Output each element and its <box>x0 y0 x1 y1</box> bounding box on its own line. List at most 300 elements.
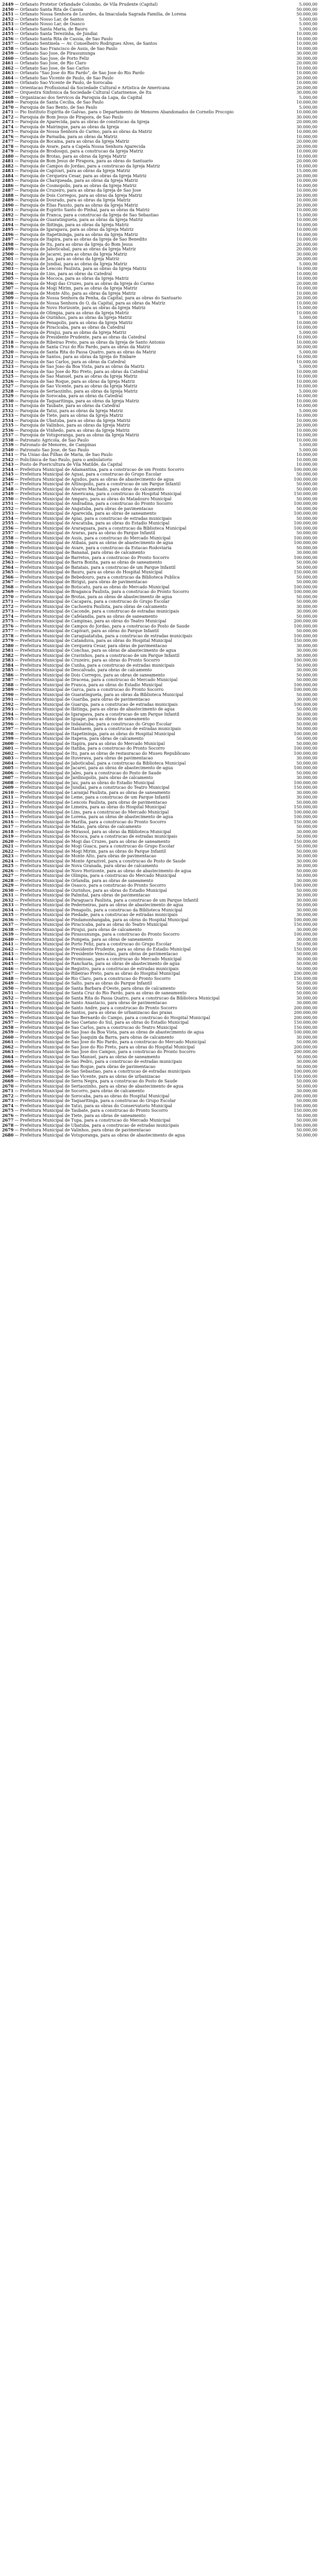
entry-description <box>2 692 278 698</box>
entry-number: 2464 <box>2 75 14 80</box>
budget-entry <box>2 482 317 487</box>
entry-amount: 20.000,00 <box>296 193 317 198</box>
entry-amount: 150.000,00 <box>294 638 317 643</box>
entry-text: — Prefeitura Municipal de Aguai, para a construcao do Grupo Escolar <box>14 472 161 477</box>
entry-description <box>2 585 278 590</box>
entry-number: 2595 <box>2 716 14 721</box>
entry-description <box>2 340 278 345</box>
entry-number: 2622 <box>2 848 14 854</box>
entry-number: 2511 <box>2 305 14 310</box>
entry-number: 2680 <box>2 1132 14 1138</box>
budget-entry <box>2 692 317 698</box>
entry-text: — Prefeitura Municipal de Jardinopolis, para obras de calcamento <box>14 775 153 780</box>
entry-text: — Prefeitura Municipal de Atibaia, para as obras de abastecimento de agua <box>14 540 173 545</box>
budget-entry <box>2 883 317 888</box>
entry-text: — Prefeitura Municipal de Caconde, para a construcao de estradas municipais <box>14 609 179 614</box>
entry-description <box>2 7 278 12</box>
entry-number: 2654 <box>2 1005 14 1010</box>
entry-text: — Orientacao Profissional da Sociedade Cultural e Artistica de Americana <box>14 85 170 90</box>
entry-text: — Prefeitura Municipal de Monte Alto, para obras de pavimentacao <box>14 854 157 858</box>
entry-description <box>2 46 278 52</box>
budget-entry <box>2 947 317 952</box>
entry-text: — Prefeitura Municipal de Valinhos, para obras de pavimentacao <box>14 1128 151 1132</box>
budget-entry <box>2 340 317 345</box>
entry-number: 2571 <box>2 599 14 604</box>
entry-amount: 30.000,00 <box>296 854 317 858</box>
entry-amount: 10.000,00 <box>296 340 317 345</box>
entry-text: — Prefeitura Municipal de Guariba, para obras de pavimentacao <box>14 697 150 702</box>
entry-number: 2580 <box>2 642 14 648</box>
budget-entry <box>2 795 317 800</box>
entry-number: 2614 <box>2 809 14 815</box>
entry-description <box>2 683 278 688</box>
budget-entry <box>2 785 317 790</box>
entry-description <box>2 687 278 692</box>
budget-entry <box>2 1040 317 1045</box>
entry-amount: 100.000,00 <box>294 731 317 736</box>
entry-number: 2523 <box>2 364 14 369</box>
entry-amount: 200.000,00 <box>294 1049 317 1054</box>
entry-number: 2526 <box>2 378 14 384</box>
entry-amount: 150.000,00 <box>294 1020 317 1025</box>
budget-entry <box>2 188 317 193</box>
entry-description <box>2 506 278 512</box>
entry-amount: 100.000,00 <box>294 540 317 545</box>
entry-text: — Paroquia de Guaratingueta, para as obras da Igreja Matriz <box>14 217 143 222</box>
budget-entry <box>2 1035 317 1040</box>
budget-entry <box>2 223 317 228</box>
entry-number: 2624 <box>2 858 14 863</box>
entry-amount: 100.000,00 <box>294 589 317 594</box>
entry-amount: 50.000,00 <box>296 1132 317 1138</box>
entry-amount: 5.000,00 <box>299 315 317 320</box>
entry-description <box>2 927 278 933</box>
entry-text: — Prefeitura Municipal de Sao Joao da Boa Vista, para as obras de abastecimento de agua <box>14 1030 204 1035</box>
entry-amount: 30.000,00 <box>296 858 317 863</box>
entry-text: — Prefeitura Municipal de Taquaritinga, para a construcao do Grupo Escolar <box>14 1098 176 1103</box>
budget-entry <box>2 702 317 707</box>
entry-text: — Orfanato Protetor Orfandade Colombo, de Vila Prudente (Capital) <box>14 2 158 7</box>
entry-text: — Prefeitura Municipal de Itu, para as obras de restauracao do Museu Republicano <box>14 751 190 756</box>
budget-entry <box>2 800 317 805</box>
entry-amount: 10.000,00 <box>296 36 317 41</box>
entry-amount: 5.000,00 <box>299 330 317 335</box>
entry-number: 2457 <box>2 41 14 46</box>
entry-number: 2668 <box>2 1073 14 1079</box>
entry-text: — Prefeitura Municipal de Itapira, para as obras do Mercado Municipal <box>14 741 165 746</box>
entry-text: — Prefeitura Municipal de Assis, para a construcao do Mercado Municipal <box>14 535 171 540</box>
entry-amount: 50.000,00 <box>296 961 317 966</box>
entry-number: 2665 <box>2 1059 14 1064</box>
budget-entry <box>2 129 317 134</box>
entry-description <box>2 785 278 790</box>
entry-description <box>2 389 278 394</box>
entry-text: — Prefeitura Municipal de Dracena, para a construcao do Mercado Municipal <box>14 677 178 682</box>
entry-text: — Paroquia de Monte Alto, para as obras da Igreja Matriz <box>14 291 136 296</box>
entry-number: 2519 <box>2 344 14 349</box>
entry-number: 2505 <box>2 276 14 281</box>
budget-entry <box>2 976 317 981</box>
entry-number: 2451 <box>2 11 14 16</box>
entry-description <box>2 237 278 242</box>
entry-amount: 10.000,00 <box>296 266 317 271</box>
entry-number: 2529 <box>2 393 14 398</box>
entry-description <box>2 599 278 604</box>
entry-description <box>2 1006 278 1011</box>
entry-description <box>2 281 278 286</box>
entry-text: — Prefeitura Municipal de Garca, para a construcao do Pronto Socorro <box>14 687 164 692</box>
entry-number: 2459 <box>2 50 14 56</box>
budget-entry <box>2 1113 317 1118</box>
budget-entry <box>2 1079 317 1084</box>
entry-number: 2501 <box>2 256 14 261</box>
entry-description <box>2 56 278 61</box>
entry-amount: 150.000,00 <box>294 946 317 952</box>
entry-number: 2546 <box>2 476 14 482</box>
entry-amount: 10.000,00 <box>296 232 317 237</box>
entry-text: — Orfanato Santa Maria, de Bauru <box>14 26 88 31</box>
budget-entry <box>2 257 317 262</box>
entry-description <box>2 276 278 281</box>
budget-entry <box>2 428 317 433</box>
entry-text: — Prefeitura Municipal de Sao Jose do Rio Preto, para as obras do Hospital Municipal <box>14 1044 195 1049</box>
entry-description <box>2 653 278 658</box>
entry-description <box>2 360 278 365</box>
entry-number: 2543 <box>2 462 14 467</box>
entry-number: 2558 <box>2 535 14 540</box>
entry-description <box>2 144 278 149</box>
budget-entry <box>2 213 317 218</box>
entry-text: — Prefeitura Municipal de Registro, para a construcao de estradas municipais <box>14 966 179 971</box>
budget-entry <box>2 115 317 120</box>
entry-number: 2652 <box>2 995 14 1001</box>
budget-entry <box>2 756 317 761</box>
budget-entry <box>2 1118 317 1123</box>
budget-entry <box>2 399 317 404</box>
entry-description <box>2 712 278 717</box>
entry-description <box>2 409 278 414</box>
entry-description <box>2 1035 278 1040</box>
budget-entry <box>2 66 317 71</box>
entry-number: 2599 <box>2 736 14 741</box>
budget-entry <box>2 110 317 115</box>
entry-description <box>2 1133 278 1138</box>
budget-entry <box>2 438 317 443</box>
budget-entry <box>2 301 317 306</box>
budget-entry <box>2 12 317 17</box>
entry-text: — Paroquia de Tiete, para as obras da Igreja Matriz <box>14 413 123 418</box>
budget-entry <box>2 869 317 874</box>
entry-description <box>2 262 278 267</box>
entry-text: — Paroquia de Penapolis, para as obras da Igreja Matriz <box>14 320 133 325</box>
entry-number: 2524 <box>2 368 14 374</box>
entry-description <box>2 570 278 575</box>
entry-number: 2641 <box>2 941 14 946</box>
entry-text: — Prefeitura Municipal de Serra Negra, para a construcao do Posto de Saude <box>14 1079 178 1083</box>
budget-entry <box>2 981 317 986</box>
entry-amount: 150.000,00 <box>294 785 317 790</box>
entry-description <box>2 51 278 56</box>
budget-entry <box>2 668 317 673</box>
entry-number: 2578 <box>2 633 14 638</box>
entry-description <box>2 183 278 189</box>
entry-number: 2470 <box>2 104 14 110</box>
entry-text: — Prefeitura Municipal de Jales, para a construcao do Posto de Saude <box>14 770 161 775</box>
budget-entry <box>2 360 317 365</box>
entry-number: 2538 <box>2 437 14 443</box>
entry-description <box>2 521 278 526</box>
entry-amount: 150.000,00 <box>294 819 317 824</box>
entry-amount: 5.000,00 <box>299 349 317 354</box>
entry-description <box>2 159 278 164</box>
entry-text: — Orfanato Nosso Lar, de Santos <box>14 16 84 22</box>
entry-description <box>2 462 278 467</box>
entry-text: — Prefeitura Municipal de Osasco, para a construcao do Pronto Socorro <box>14 883 166 888</box>
entry-number: 2659 <box>2 1029 14 1035</box>
entry-description <box>2 1084 278 1089</box>
entry-amount: 10.000,00 <box>296 335 317 340</box>
entry-description <box>2 629 278 634</box>
entry-amount: 100.000,00 <box>294 623 317 629</box>
entry-amount: 100.000,00 <box>294 1069 317 1074</box>
entry-amount: 30.000,00 <box>296 90 317 95</box>
budget-entry <box>2 536 317 541</box>
budget-entry <box>2 183 317 189</box>
entry-number: 2666 <box>2 1063 14 1069</box>
entry-number: 2573 <box>2 608 14 614</box>
entry-amount: 30.000,00 <box>296 756 317 760</box>
entry-description <box>2 824 278 829</box>
entry-text: — Paroquia de Itapira, para as obras da Igreja de Sao Benedito <box>14 237 147 242</box>
entry-amount: 100.000,00 <box>294 658 317 663</box>
budget-entry <box>2 873 317 878</box>
entry-amount: 30.000,00 <box>296 550 317 555</box>
entry-text: — Orfanato "Sao Jose do Rio Pardo", de Sao Jose do Rio Pardo <box>14 71 145 75</box>
entry-description <box>2 624 278 629</box>
entry-amount: 10.000,00 <box>296 428 317 433</box>
entry-text: — Prefeitura Municipal de Pederneiras, para as obras de abastecimento de agua <box>14 903 183 907</box>
entry-description <box>2 736 278 741</box>
entry-text: — Paroquia de Taquaritinga, para as obras da Igreja Matriz <box>14 398 140 403</box>
entry-description <box>2 878 278 884</box>
entry-text: — Prefeitura Municipal de Santa Rita do Passa Quatro, para a construcao da Biblioteca Municipal <box>14 995 220 1001</box>
entry-description <box>2 511 278 516</box>
budget-entry <box>2 227 317 232</box>
entry-amount: 50.000,00 <box>296 986 317 991</box>
budget-entry <box>2 805 317 810</box>
entry-amount: 50.000,00 <box>296 717 317 721</box>
budget-entry <box>2 565 317 570</box>
entry-amount: 10.000,00 <box>296 31 317 36</box>
entry-amount: 30.000,00 <box>296 795 317 800</box>
entry-amount: 30.000,00 <box>296 609 317 614</box>
budget-entry <box>2 276 317 281</box>
entry-amount: 10.000,00 <box>296 398 317 403</box>
entry-text: — Prefeitura Municipal de Andradina, para a construcao do Pronto Socorro <box>14 501 173 506</box>
entry-amount: 50.000,00 <box>296 888 317 893</box>
entry-text: — Prefeitura Municipal de Paraguacu Paulista, para a construcao de um Parque Infantil <box>14 897 198 903</box>
entry-amount: 15.000,00 <box>296 306 317 310</box>
entry-description <box>2 677 278 683</box>
budget-entry <box>2 369 317 375</box>
entry-text: — Prefeitura Municipal de Ituverava, para obras de pavimentacao <box>14 756 153 760</box>
entry-number: 2639 <box>2 931 14 937</box>
entry-number: 2555 <box>2 520 14 526</box>
entry-amount: 100.000,00 <box>294 702 317 707</box>
entry-number: 2674 <box>2 1103 14 1108</box>
entry-description <box>2 125 278 130</box>
entry-text: — Paroquia de Ibitinga, para as obras da Igreja Matriz <box>14 222 129 227</box>
budget-entry <box>2 1074 317 1079</box>
entry-description <box>2 71 278 76</box>
entry-amount: 100.000,00 <box>294 511 317 516</box>
entry-number: 2533 <box>2 413 14 418</box>
entry-description <box>2 805 278 810</box>
budget-entry <box>2 364 317 369</box>
entry-text: — Prefeitura Municipal de Franca, para as obras do Estadio Municipal <box>14 682 163 687</box>
entry-number: 2576 <box>2 623 14 629</box>
entry-amount: 50.000,00 <box>296 868 317 873</box>
entry-number: 2547 <box>2 481 14 486</box>
entry-text: — Paroquia de Pirajui, para as obras da Igreja Matriz <box>14 330 127 335</box>
entry-text: — Prefeitura Municipal de Ribeirao Preto, para as obras do Hospital Municipal <box>14 971 180 976</box>
entry-amount: 30.000,00 <box>296 604 317 609</box>
entry-number: 2569 <box>2 589 14 594</box>
entry-description <box>2 702 278 707</box>
budget-entry <box>2 90 317 95</box>
entry-number: 2537 <box>2 432 14 437</box>
budget-entry <box>2 178 317 183</box>
budget-entry <box>2 683 317 688</box>
entry-description <box>2 482 278 487</box>
budget-entry <box>2 829 317 835</box>
entry-number: 2623 <box>2 853 14 858</box>
entry-text: — Prefeitura Municipal de Americana, para a construcao do Hospital Municipal <box>14 492 182 496</box>
entry-description <box>2 217 278 223</box>
budget-entry <box>2 61 317 66</box>
entry-number: 2594 <box>2 711 14 717</box>
entry-amount: 50.000,00 <box>296 991 317 995</box>
entry-description <box>2 115 278 120</box>
entry-number: 2487 <box>2 188 14 193</box>
entry-text: — Prefeitura Municipal de Pirajui, para obras de calcamento <box>14 927 142 932</box>
entry-amount: 50.000,00 <box>296 565 317 570</box>
entry-amount: 20.000,00 <box>296 173 317 178</box>
entry-number: 2465 <box>2 80 14 85</box>
entry-number: 2497 <box>2 236 14 242</box>
entry-number: 2458 <box>2 45 14 51</box>
entry-description <box>2 1123 278 1128</box>
budget-entry <box>2 697 317 702</box>
entry-number: 2605 <box>2 765 14 770</box>
entry-description <box>2 448 278 453</box>
entry-amount: 50.000,00 <box>296 952 317 956</box>
entry-number: 2568 <box>2 584 14 589</box>
entry-number: 2640 <box>2 936 14 942</box>
entry-description <box>2 751 278 756</box>
entry-amount: 10.000,00 <box>296 413 317 418</box>
entry-amount: 10.000,00 <box>296 154 317 159</box>
entry-text: — Paroquia de Ribeirao Preto, para as obras da Igreja de Santo Antonio <box>14 340 165 345</box>
entry-number: 2655 <box>2 1010 14 1015</box>
entry-number: 2589 <box>2 687 14 692</box>
budget-entry <box>2 859 317 864</box>
entry-amount: 20.000,00 <box>296 242 317 247</box>
entry-amount: 10.000,00 <box>296 208 317 212</box>
budget-entry <box>2 394 317 399</box>
entry-description <box>2 756 278 761</box>
budget-entry <box>2 311 317 316</box>
entry-number: 2613 <box>2 804 14 809</box>
entry-number: 2471 <box>2 109 14 114</box>
entry-description <box>2 1001 278 1006</box>
entry-amount: 200.000,00 <box>294 619 317 623</box>
entry-description <box>2 873 278 878</box>
entry-amount: 10.000,00 <box>296 183 317 188</box>
entry-description <box>2 413 278 418</box>
entry-number: 2646 <box>2 965 14 971</box>
entry-amount: 50.000,00 <box>296 1079 317 1083</box>
entry-number: 2602 <box>2 750 14 756</box>
entry-amount: 100.000,00 <box>294 932 317 937</box>
entry-description <box>2 110 278 115</box>
entry-amount: 50.000,00 <box>296 496 317 501</box>
entry-text: — Paroquia de Presidente Prudente, para as obras da Catedral <box>14 335 146 340</box>
budget-entry <box>2 389 317 394</box>
entry-text: — Prefeitura Municipal de Amparo, para as obras do Matadouro Municipal <box>14 496 172 501</box>
entry-text: — Prefeitura Municipal de Lorena, para as obras de abastecimento de agua <box>14 815 173 819</box>
entry-amount: 15.000,00 <box>296 168 317 173</box>
entry-text: — Prefeitura Municipal de Braganca Paulista, para a construcao do Pronto Socorro <box>14 589 189 594</box>
entry-amount: 100.000,00 <box>294 746 317 751</box>
entry-text: — Prefeitura Municipal de Altinopolis, para a construcao de um Parque Infantil <box>14 482 181 486</box>
entry-number: 2449 <box>2 2 14 7</box>
budget-entry <box>2 76 317 81</box>
entry-amount: 50.000,00 <box>296 12 317 16</box>
entry-text: — Prefeitura Municipal de Alvares Machado, para obras de calcamento <box>14 486 164 492</box>
entry-description <box>2 301 278 306</box>
entry-text: — Paroquia de Sao Manuel, para as obras da Igreja Matriz <box>14 374 138 379</box>
entry-amount: 10.000,00 <box>296 178 317 183</box>
entry-amount: 30.000,00 <box>296 711 317 717</box>
entry-text: — Paroquia de Mairinque, para as obras da Igreja <box>14 124 120 129</box>
entry-description <box>2 722 278 727</box>
entry-description <box>2 893 278 898</box>
entry-text: — Prefeitura Municipal de Caraguatatuba, para a construcao de estradas municipais <box>14 633 193 638</box>
budget-entry <box>2 619 317 624</box>
budget-entry <box>2 922 317 927</box>
entry-description <box>2 550 278 555</box>
entry-text: — Paroquia de Jau, para as obras da Igreja Matriz <box>14 257 120 261</box>
entry-text: — Patronato Agricola, de Sao Paulo <box>14 437 89 443</box>
entry-description <box>2 643 278 649</box>
entry-amount: 200.000,00 <box>294 1044 317 1049</box>
entry-number: 2472 <box>2 114 14 120</box>
entry-number: 2570 <box>2 594 14 599</box>
entry-text: — Prefeitura Municipal de Taubate, para a construcao do Pronto Socorro <box>14 1108 168 1113</box>
entry-text: — Prefeitura Municipal de Itapetininga, para as obras do Hospital Municipal <box>14 731 175 736</box>
entry-text: — Paroquia de Bocaina, para as obras da Igreja Matriz <box>14 139 129 144</box>
budget-entry <box>2 1098 317 1104</box>
entry-amount: 10.000,00 <box>296 71 317 75</box>
entry-description <box>2 863 278 869</box>
entry-number: 2637 <box>2 922 14 927</box>
budget-entry <box>2 242 317 247</box>
budget-entry <box>2 506 317 512</box>
budget-entry <box>2 433 317 438</box>
budget-entry <box>2 1020 317 1025</box>
entry-text: — Prefeitura Municipal de Santos, para as obras de urbanizacao das praias <box>14 1010 173 1015</box>
